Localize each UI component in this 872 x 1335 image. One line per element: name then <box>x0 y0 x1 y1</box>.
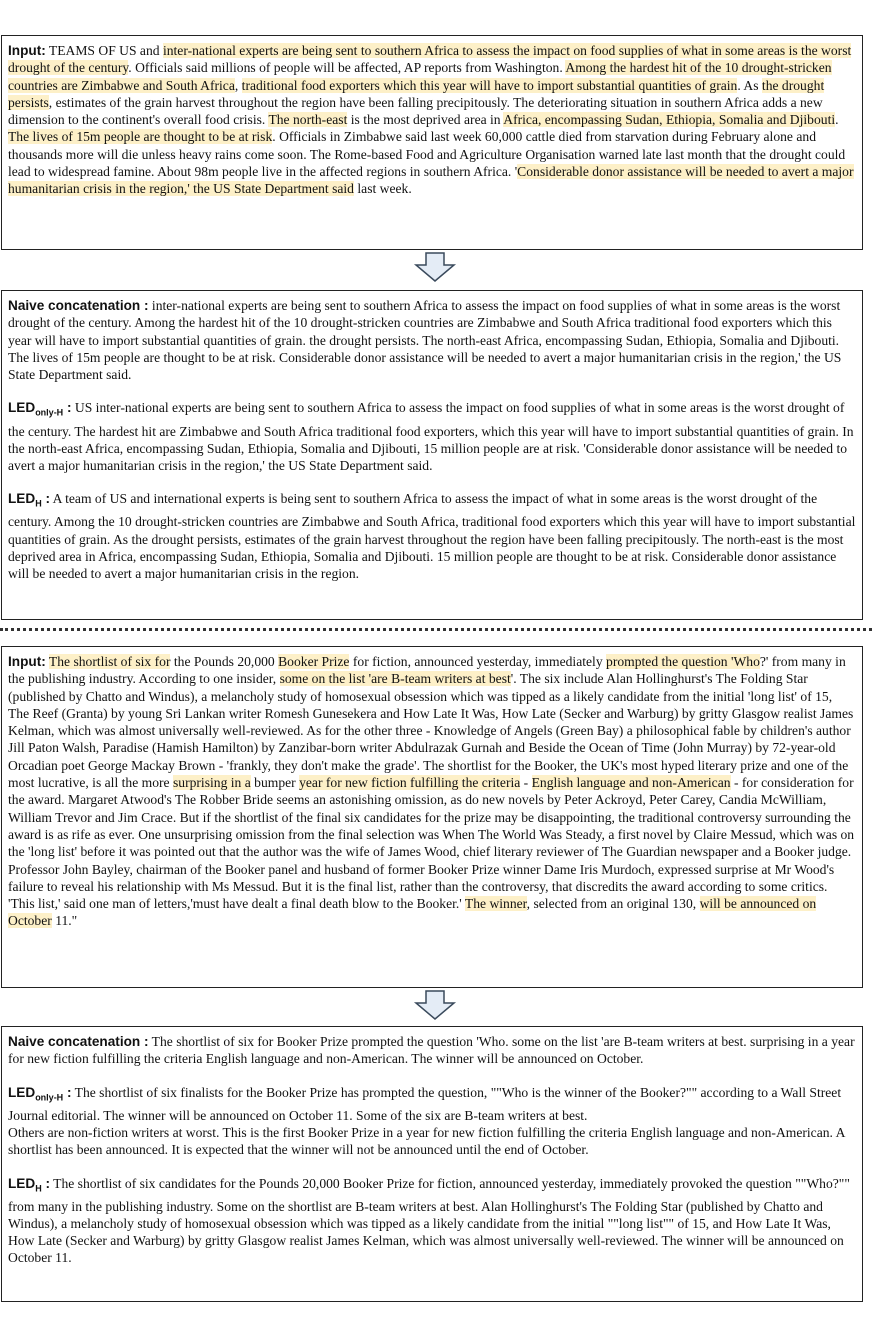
text-span: TEAMS OF US and <box>45 43 163 58</box>
text-span: . As <box>737 77 762 93</box>
example2-naive <box>8 1033 856 1068</box>
down-arrow-icon <box>413 990 457 1020</box>
text-span: for fiction, announced yesterday, immediately <box>349 654 607 669</box>
text-span: , estimates of the grain harvest throughout the region have been falling precipitously. The deteriorating situation in southern Africa adds a new dimension to the continent's overall food crisis. <box>8 94 823 128</box>
text-span: - for consideration for the award. Margaret Atwood's The Robber Bride seems an astonishing omission, as do new novels by Peter Ackroyd, Peter Carey, Candia McWilliam, William Trevor and Jim Crace. But if the shortlist of the final six candidates for the prize may be disappointing, the traditional controversy surrounding the award is as rife as ever. One unsurprising omission from the final selection was When The World Was Steady, a first novel by Claire Messud, which was on the 'long list' before it was pointed out that the author was the wife of James Wood, chief literary reviewer of The Guardian newspaper and a Booker judge. Professor John Bayley, chairman of the Booker panel and husband of former Booker Prize winner Dame Iris Murdoch, expressed surprise at Mr Wood's failure to reveal his relationship with Ms Messud. But it is the final list, rather than the controversy, that discredits the award according to some critics. 'This list,' said one man of letters,'must have dealt a final death blow to the Booker.' <box>8 775 855 912</box>
text-span: , selected from an original 130, <box>526 896 700 912</box>
example2-led-h <box>8 1175 856 1267</box>
highlighted-span: The shortlist of six for <box>48 654 171 669</box>
text-span: 11." <box>51 913 78 929</box>
example1-input-box <box>1 35 863 250</box>
input-label: Input: <box>8 654 46 669</box>
example2-input-box <box>1 646 863 988</box>
separator-dotted-line <box>0 628 872 631</box>
naive-label: Naive concatenation : <box>8 298 149 313</box>
highlighted-span: The lives of 15m people are thought to be at risk <box>8 129 273 145</box>
example2-led-only-h <box>8 1084 856 1159</box>
example2-naive-text: The shortlist of six for Booker Prize prompted the question 'Who. some on the list 'are B-team writers at best. surprising in a year for new fiction fulfilling the criteria English language and non-American. The winner will be announced on October. <box>8 1034 855 1067</box>
text-span: - <box>520 775 532 791</box>
example1-led-h-text: A team of US and international experts is being sent to southern Africa to assess the impact of what in some areas is the worst drought of the century. Among the 10 drought-stricken countries are Zimbabwe and South Africa, traditional food exporters which this year will have to import substantial quantities of grain. As the drought persists, estimates of the grain harvest throughout the region have been falling precipitously. The north-east is the most deprived area in Africa, encompassing Sudan, Ethiopia, Somalia and Djibouti. 15 million people are thought to be at risk. Considerable donor assistance will be needed to avert a major humanitarian crisis in the region. <box>8 491 856 582</box>
highlighted-span: inter-national experts are being sent to southern Africa to assess the impact on food supplies of what in some areas is the worst drought of the century <box>8 43 852 76</box>
example1-naive <box>8 297 856 383</box>
highlighted-span: surprising in a <box>172 775 251 791</box>
text-span: bumper <box>250 775 300 791</box>
example1-input-text <box>8 42 856 198</box>
text-span: last week. <box>353 181 412 197</box>
text-span: ?' from many in the publishing industry. According to one insider, <box>8 654 846 687</box>
example1-input-segments <box>8 43 854 196</box>
example2-output-box <box>1 1026 863 1302</box>
highlighted-span: prompted the question 'Who <box>606 654 760 669</box>
led-only-h-label: $LED_{only-H}$ : <box>8 1084 72 1103</box>
down-arrow-icon <box>413 252 457 282</box>
text-span: , <box>234 77 242 93</box>
example2-input-text <box>8 653 856 930</box>
highlighted-span: Among the hardest hit of the 10 drought-stricken countries are Zimbabwe and South Africa <box>8 60 832 93</box>
example2-led-only-h-text: The shortlist of six finalists for the Booker Prize has prompted the question, ""Who is the winner of the Booker?"" according to a Wall Street Journal editorial. The winner will be announced on October 11. Some of the six are B-team writers at best. <box>8 1084 842 1123</box>
highlighted-span: Africa, encompassing Sudan, Ethiopia, Somalia and Djibouti <box>503 112 836 128</box>
example1-led-only-h-text: US inter-national experts are being sent to southern Africa to assess the impact on food supplies of what in some areas is the worst drought of the century. The hardest hit are Zimbabwe and South Africa traditional food exporters, which this year will have to import substantial quantities of grain. In the north-east Africa, encompassing Sudan, Ethiopia, Somalia and Djibouti, 15 million people are at risk. 'Considerable donor assistance will be needed to avert a major humanitarian crisis in the region,' the US State Department said. <box>8 400 854 474</box>
input-label: Input: <box>8 43 46 58</box>
highlighted-span: will be announced on October <box>8 896 817 929</box>
example1-led-h <box>8 490 856 582</box>
highlighted-span: Considerable donor assistance will be needed to avert a major humanitarian crisis in the region,' the US State Department said <box>8 164 854 197</box>
highlighted-span: the drought persists <box>8 77 825 110</box>
led-h-label: $LED_H$ : <box>8 1175 50 1194</box>
example1-output-box <box>1 290 863 620</box>
text-span: . Officials said millions of people will be affected, AP reports from Washington. <box>128 60 566 76</box>
text-span: . <box>835 112 839 128</box>
example1-naive-text: inter-national experts are being sent to southern Africa to assess the impact on food supplies of what in some areas is the worst drought of the century. Among the hardest hit of the 10 drought-stricken countries are Zimbabwe and South Africa traditional food exporters which this year will have to import substantial quantities of grain. the drought persists. The north-east Africa, encompassing Sudan, Ethiopia, Somalia and Djibouti. The lives of 15m people are thought to be at risk. Considerable donor assistance will be needed to avert a major humanitarian crisis in the region,' the US State Department said. <box>8 298 842 383</box>
highlighted-span: The winner <box>464 896 527 912</box>
text-span: . Officials in Zimbabwe said last week 60,000 cattle died from starvation during February alone and thousands more will die unless heavy rains come soon. The Rome-based Food and Agriculture Organisation warned late last month that the drought could lead to widespread famine. About 98m people live in the affected regions in southern Africa. ' <box>8 129 846 180</box>
example2-input-segments <box>8 654 854 928</box>
text-span: is the most deprived area in <box>347 112 504 128</box>
highlighted-span: some on the list 'are B-team writers at best <box>279 671 511 687</box>
example1-led-only-h <box>8 399 856 474</box>
text-span: the Pounds 20,000 <box>170 654 279 669</box>
highlighted-span: traditional food exporters which this year will have to import substantial quantities of grain <box>241 77 738 93</box>
text-span: '. The six include Alan Hollinghurst's The Folding Star (published by Chatto and Windus), a melancholy study of homosexual obsession which was tipped as a likely candidate from the initial 'long list' of 15, The Reef (Granta) by young Sri Lankan writer Romesh Gunesekera and How Late It Was, How Late (Secker and Warburg) by gritty Glasgow realist James Kelman, which was almost universally well-reviewed. As for the other three - Knowledge of Angels (Green Bay) a philosophical fable by children's author Jill Paton Walsh, Paradise (Hamish Hamilton) by Zanzibar-born writer Abdulrazak Gurnah and Beside the Ocean of Time (John Murray) by 72-year-old Orcadian poet George Mackay Brown - 'frankly, they don't make the grade'. The shortlist for the Booker, the UK's most hyped literary prize and one of the most lucrative, is all the more <box>8 671 854 791</box>
led-only-h-label: $LED_{only-H}$ : <box>8 400 72 419</box>
highlighted-span: The north-east <box>268 112 348 128</box>
highlighted-span: year for new fiction fulfilling the criteria <box>299 775 521 791</box>
naive-label: Naive concatenation : <box>8 1034 149 1049</box>
led-h-label: $LED_H$ : <box>8 491 50 510</box>
example2-led-only-h-text2: Others are non-fiction writers at worst. This is the first Booker Prize in a year for new fiction fulfilling the criteria English language and non-American. A shortlist has been announced. It is expected that the winner will not be announced until the end of October. <box>8 1124 845 1158</box>
highlighted-span: English language and non-American <box>531 775 731 791</box>
highlighted-span: Booker Prize <box>278 654 350 669</box>
example2-led-h-text: The shortlist of six candidates for the Pounds 20,000 Booker Prize for fiction, announced yesterday, immediately provoked the question ""Who?"" from many in the publishing industry. Some on the shortlist are B-team writers at best. Alan Hollinghurst's The Folding Star (published by Chatto and Windus), a melancholy study of homosexual obsession which was tipped as a likely candidate from the initial ""long list"" of 15, and How Late It Was, How Late (Secker and Warburg) by gritty Glasgow realist James Kelman, which was almost universally well-reviewed. The winner will be announced on October 11. <box>8 1175 850 1266</box>
